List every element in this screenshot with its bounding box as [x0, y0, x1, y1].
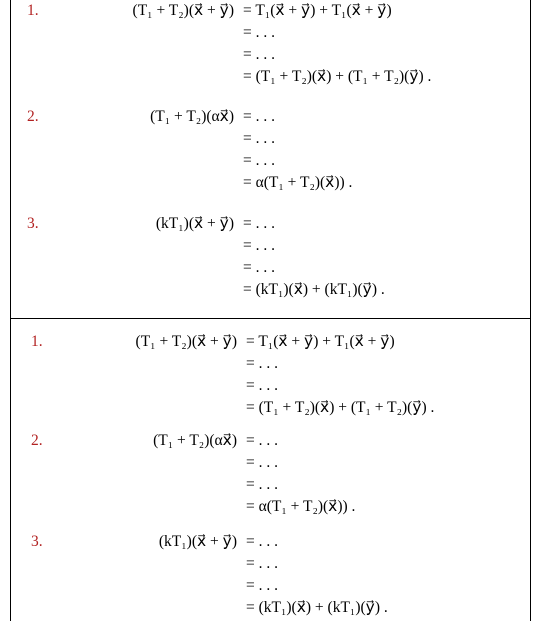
equation-lhs: (kT₁)(x⃗ + y⃗): [158, 533, 237, 550]
equation-step: = T₁(x⃗ + y⃗) + T₁(x⃗ + y⃗): [243, 2, 392, 19]
equation-step: = T₁(x⃗ + y⃗) + T₁(x⃗ + y⃗): [246, 333, 395, 350]
equation-step: = (kT₁)(x⃗) + (kT₁)(y⃗) .: [246, 599, 388, 616]
exercise-number: 2.: [31, 432, 43, 449]
equation-step: = (T₁ + T₂)(x⃗) + (T₁ + T₂)(y⃗) .: [246, 399, 435, 416]
equation-step: = (kT₁)(x⃗) + (kT₁)(y⃗) .: [243, 281, 385, 298]
equation-step: = . . .: [246, 432, 278, 449]
equation-step: = . . .: [243, 259, 275, 276]
equation-step: = . . .: [246, 533, 278, 550]
exercise-number: 3.: [27, 215, 39, 232]
equation-step: = α(T₁ + T₂)(x⃗)) .: [246, 498, 356, 515]
exercise-number: 1.: [27, 2, 39, 19]
equation-step: = . . .: [243, 130, 275, 147]
equation-lhs: (T₁ + T₂)(αx⃗): [150, 108, 234, 125]
equation-step: = . . .: [246, 355, 278, 372]
equation-lhs: (kT₁)(x⃗ + y⃗): [155, 215, 234, 232]
exercise-number: 3.: [31, 533, 43, 550]
equation-step: = . . .: [246, 377, 278, 394]
equation-step: = . . .: [246, 454, 278, 471]
exercise-number: 1.: [31, 333, 43, 350]
equation-step: = . . .: [243, 237, 275, 254]
equation-step: = . . .: [246, 577, 278, 594]
equation-step: = . . .: [243, 24, 275, 41]
equation-lhs: (T₁ + T₂)(x⃗ + y⃗): [132, 2, 234, 19]
equation-step: = . . .: [243, 46, 275, 63]
equation-lhs: (T₁ + T₂)(x⃗ + y⃗): [135, 333, 237, 350]
equation-step: = . . .: [246, 555, 278, 572]
equation-step: = α(T₁ + T₂)(x⃗)) .: [243, 174, 353, 191]
exercise-panel-bottom: [10, 319, 531, 621]
equation-step: = . . .: [243, 215, 275, 232]
equation-lhs: (T₁ + T₂)(αx⃗): [153, 432, 237, 449]
exercise-number: 2.: [27, 108, 39, 125]
exercise-panel-top: [10, 0, 531, 319]
equation-step: = (T₁ + T₂)(x⃗) + (T₁ + T₂)(y⃗) .: [243, 68, 432, 85]
equation-step: = . . .: [246, 476, 278, 493]
equation-step: = . . .: [243, 152, 275, 169]
equation-step: = . . .: [243, 108, 275, 125]
